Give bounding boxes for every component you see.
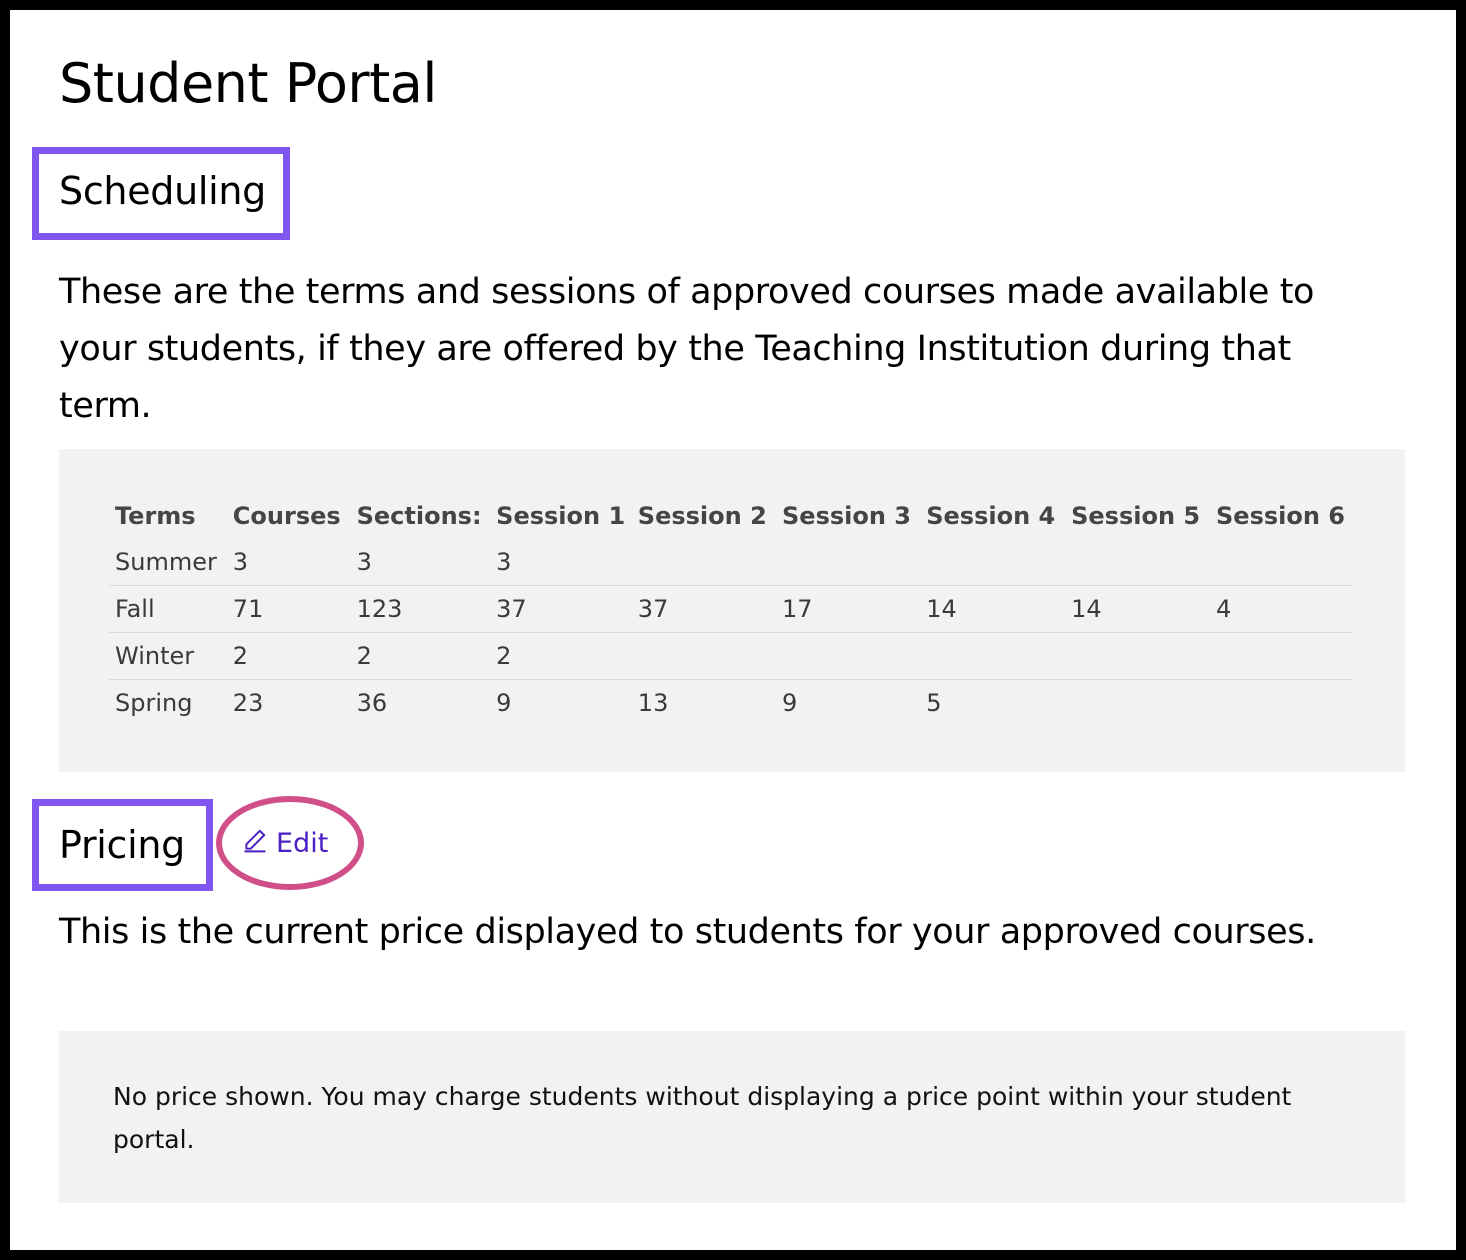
table-cell: 36	[351, 680, 491, 727]
column-header: Session 5	[1071, 502, 1201, 530]
column-header: Session 3	[782, 502, 912, 530]
table-row	[109, 680, 1351, 727]
table-cell: 13	[632, 680, 776, 727]
table-cell: 123	[351, 586, 491, 633]
scheduling-description: These are the terms and sessions of approved courses made available to your students, if they are offered by the Teaching Institution during that term.	[59, 272, 1315, 426]
table-cell	[776, 539, 920, 586]
table-header-row	[109, 493, 1351, 539]
page-title: Student Portal	[59, 52, 437, 115]
table-cell: 4	[1210, 586, 1351, 633]
table-cell: 9	[490, 680, 632, 727]
table-cell: 37	[632, 586, 776, 633]
table-cell: 71	[227, 586, 351, 633]
edit-label: Edit	[276, 828, 329, 859]
table-row	[109, 633, 1351, 680]
table-cell: 2	[227, 633, 351, 680]
page-frame	[10, 10, 1456, 1250]
column-header: Session 1	[496, 502, 626, 530]
pencil-icon	[242, 827, 268, 860]
table-cell: 3	[356, 548, 372, 576]
table-cell: 2	[490, 633, 632, 680]
table-cell: 14	[920, 586, 1065, 633]
column-header: Session 2	[637, 502, 767, 530]
table-cell: 3	[232, 548, 249, 576]
column-header: Sections:	[356, 502, 482, 530]
table-row	[109, 539, 1351, 586]
column-header: Session 6	[1216, 502, 1345, 530]
table-cell: 14	[1065, 586, 1210, 633]
table-cell: 9	[776, 680, 920, 727]
pricing-description: This is the current price displayed to students for your approved courses.	[59, 912, 1316, 952]
table-cell: 5	[920, 680, 1065, 727]
table-cell	[1210, 539, 1351, 586]
table-cell	[632, 633, 776, 680]
table-cell: 2	[351, 633, 491, 680]
table-cell	[1065, 633, 1210, 680]
table-cell	[1065, 539, 1210, 586]
table-cell: 37	[490, 586, 632, 633]
table-cell: 17	[776, 586, 920, 633]
column-header: Courses	[232, 502, 341, 530]
scheduling-panel	[59, 449, 1405, 772]
scheduling-heading: Scheduling	[59, 169, 267, 213]
edit-pricing-button[interactable]	[242, 827, 328, 860]
table-cell	[1065, 680, 1210, 727]
table-cell: 3	[496, 548, 512, 576]
column-header: Session 4	[926, 502, 1056, 530]
table-cell: Fall	[109, 586, 227, 633]
table-cell: Spring	[109, 680, 227, 727]
table-cell	[632, 539, 776, 586]
pricing-note: No price shown. You may charge students without displaying a price point within your student portal.	[113, 1082, 1292, 1154]
table-row	[109, 586, 1351, 633]
column-header: Terms	[115, 502, 196, 530]
table-cell: Summer	[115, 548, 217, 576]
table-cell: 23	[227, 680, 351, 727]
pricing-panel	[59, 1031, 1405, 1203]
table-cell	[1210, 680, 1351, 727]
table-cell	[1210, 633, 1351, 680]
table-cell	[920, 539, 1065, 586]
table-cell: Winter	[109, 633, 227, 680]
table-cell	[776, 633, 920, 680]
terms-table	[109, 493, 1351, 726]
pricing-heading: Pricing	[59, 823, 185, 867]
table-cell	[920, 633, 1065, 680]
